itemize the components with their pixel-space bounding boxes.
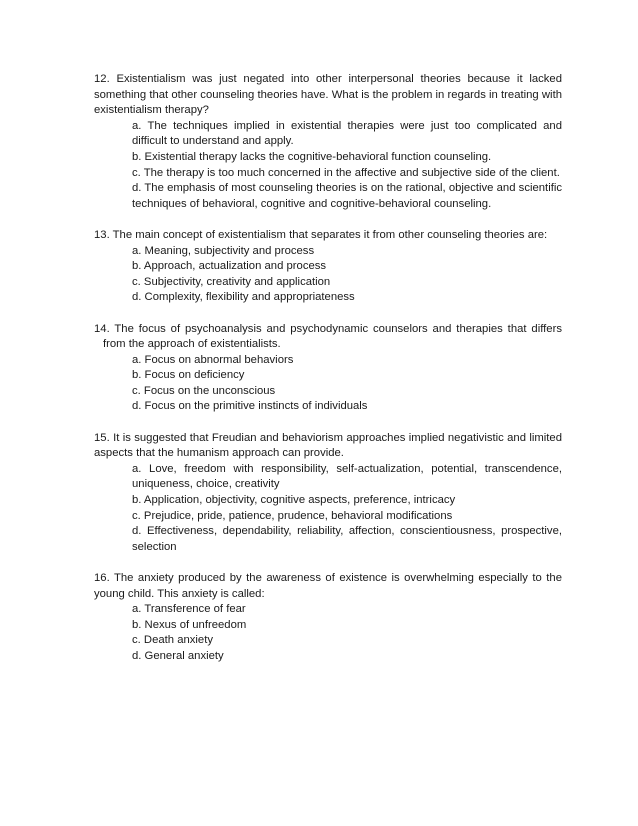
question-12 xyxy=(94,72,562,212)
option-b: b. Application, objectivity, cognitive aspects, preference, intricacy xyxy=(132,494,456,507)
answer-options xyxy=(94,244,562,306)
option-a: a. Meaning, subjectivity and process xyxy=(132,244,315,257)
question-stem: 13. The main concept of existentialism that separates it from other counseling theories are: xyxy=(94,228,548,241)
question-16 xyxy=(94,571,562,665)
answer-options xyxy=(94,462,562,556)
option-d: d. Focus on the primitive instincts of individuals xyxy=(132,400,368,413)
question-stem: 14. The focus of psychoanalysis and psychodynamic counselors and therapies that differs from the approach of existentialists. xyxy=(94,322,562,351)
option-a: a. Focus on abnormal behaviors xyxy=(132,353,294,366)
question-stem: 15. It is suggested that Freudian and behaviorism approaches implied negativistic and limited aspects that the humanism approach can provide. xyxy=(94,431,562,460)
option-c: c. Focus on the unconscious xyxy=(132,384,276,397)
option-d: d. The emphasis of most counseling theories is on the rational, objective and scientific techniques of behavioral, cognitive and cognitive-behavioral counseling. xyxy=(132,182,562,210)
answer-options xyxy=(94,353,562,415)
quiz-page xyxy=(94,72,562,680)
option-c: c. Prejudice, pride, patience, prudence, behavioral modifications xyxy=(132,509,453,522)
option-b: b. Nexus of unfreedom xyxy=(132,618,247,631)
option-b: b. Existential therapy lacks the cognitive-behavioral function counseling. xyxy=(132,150,492,163)
option-d: d. Effectiveness, dependability, reliability, affection, conscientiousness, prospective, selection xyxy=(132,525,562,553)
option-d: d. Complexity, flexibility and appropriateness xyxy=(132,291,355,304)
option-a: a. Transference of fear xyxy=(132,603,246,616)
question-stem: 12. Existentialism was just negated into other interpersonal theories because it lacked something that other counseling theories have. What is the problem in regards in treating with existentialism therapy? xyxy=(94,73,562,117)
answer-options xyxy=(94,119,562,213)
option-c: c. The therapy is too much concerned in the affective and subjective side of the client. xyxy=(132,166,560,179)
question-13 xyxy=(94,228,562,306)
option-a: a. The techniques implied in existential therapies were just too complicated and difficult to understand and apply. xyxy=(132,119,562,148)
question-15 xyxy=(94,431,562,556)
option-b: b. Focus on deficiency xyxy=(132,369,245,382)
answer-options xyxy=(94,602,562,664)
option-d: d. General anxiety xyxy=(132,649,224,662)
option-a: a. Love, freedom with responsibility, self-actualization, potential, transcendence, uniqueness, choice, creativity xyxy=(132,462,562,491)
option-c: c. Subjectivity, creativity and application xyxy=(132,275,331,288)
question-14 xyxy=(94,322,562,416)
question-stem: 16. The anxiety produced by the awareness of existence is overwhelming especially to the young child. This anxiety is called: xyxy=(94,572,562,600)
option-c: c. Death anxiety xyxy=(132,634,214,647)
option-b: b. Approach, actualization and process xyxy=(132,260,327,273)
